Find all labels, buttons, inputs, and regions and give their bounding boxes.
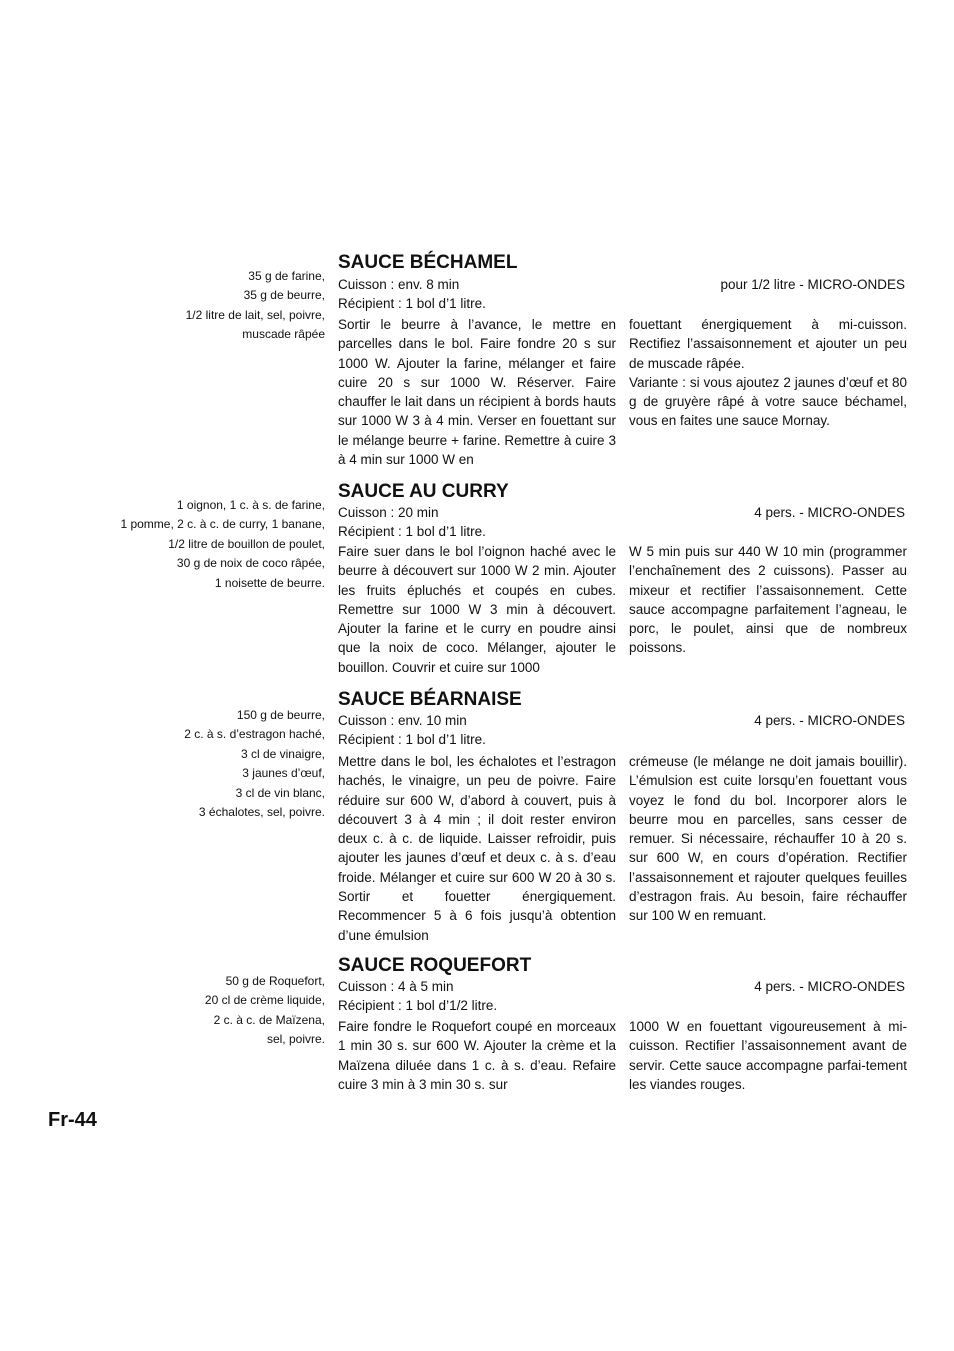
ingredient-line: 35 g de beurre, [243,288,325,303]
ingredient-line: 150 g de beurre, [236,708,325,722]
cooking-time-roquefort: Cuisson : 4 à 5 min [338,979,454,994]
instructions-paragraph: 1000 W en fouettant vigoureusement à mi-cuisson. Rectifier l’assaisonnement avant de servir. Cette sauce accompagne parfai-tement les viandes rouges. [629,1019,907,1092]
ingredient-line: 2 c. à c. de Maïzena, [213,1012,325,1027]
ingredients-roquefort [65,972,325,1050]
page-number: Fr-44 [48,1109,97,1131]
serves-roquefort: 4 pers. - MICRO-ONDES [754,979,905,994]
container-bechamel: Récipient : 1 bol d’1 litre. [338,296,486,311]
ingredients-curry [65,496,325,593]
instructions-right-roquefort [629,1017,907,1094]
instructions-right-bearnaise [629,752,907,926]
instructions-left-bechamel [338,315,616,469]
ingredient-line: 1/2 litre de bouillon de poulet, [168,536,325,551]
instructions-paragraph: Sortir le beurre à l’avance, le mettre en parcelles dans le bol. Faire fondre 20 s sur 1000 W. Ajouter la farine, mélanger et faire cuire 20 s sur 1000 W. Réserver. Faire chauffer le lait dans un récipient à bords hauts sur 1000 W 3 à 4 min. Verser en fouettant sur le mélange beurre + farine. Remettre à cuire 3 à 4 min sur 1000 W en [338,317,616,468]
container-curry: Récipient : 1 bol d’1 litre. [338,524,486,539]
cooking-time-curry: Cuisson : 20 min [338,505,439,520]
ingredient-line: 1/2 litre de lait, sel, poivre, [185,307,325,322]
recipe-title-bechamel: SAUCE BÉCHAMEL [338,252,518,273]
container-roquefort: Récipient : 1 bol d’1/2 litre. [338,998,498,1013]
recipe-title-bearnaise: SAUCE BÉARNAISE [338,689,522,710]
instructions-paragraph: fouettant énergiquement à mi-cuisson. Rectifiez l’assaisonnement et ajouter un peu de muscade râpée. [629,317,907,371]
ingredient-line: sel, poivre. [266,1032,325,1047]
ingredient-line: 2 c. à s. d’estragon haché, [184,727,325,742]
serves-bearnaise: 4 pers. - MICRO-ONDES [754,713,905,728]
ingredient-line: 20 cl de crème liquide, [204,993,325,1008]
recipe-title-curry: SAUCE AU CURRY [338,481,509,502]
ingredient-line: 3 jaunes d’œuf, [242,766,325,781]
instructions-paragraph: Faire fondre le Roquefort coupé en morceaux 1 min 30 s. sur 600 W. Ajouter la crème et la Maïzena diluée dans 1 c. à s. d’eau. Refaire cuire 3 min à 3 min 30 s. sur [338,1019,616,1092]
ingredient-line: muscade râpée [242,327,325,342]
container-bearnaise: Récipient : 1 bol d’1 litre. [338,732,486,747]
ingredients-bearnaise [65,706,325,822]
cooking-time-bechamel: Cuisson : env. 8 min [338,277,460,292]
ingredient-line: 1 oignon, 1 c. à s. de farine, [176,498,325,512]
instructions-paragraph: W 5 min puis sur 440 W 10 min (programmer l’enchaînement des 2 cuissons). Passer au mixeur et rectifier l’assaisonnement. Cette sauce accompagne parfaitement l’agneau, le porc, le poulet, ainsi que de nombreux poissons. [629,544,907,656]
instructions-left-curry [338,542,616,677]
recipe-title-roquefort: SAUCE ROQUEFORT [338,955,532,976]
instructions-paragraph: Mettre dans le bol, les échalotes et l’estragon hachés, le vinaigre, un peu de poivre. Faire réduire sur 600 W, d’abord à couvert, puis à découvert 3 à 4 min ; il doit rester environ deux c. à c. de liquide. Laisser refroidir, puis ajouter les jaunes d’œuf et deux c. à s. d’eau froide. Mélanger et cuire sur 600 W 20 à 30 s. Sortir et fouetter énergiquement. Recommencer 5 à 6 fois jusqu’à obtention d’une émulsion [338,754,616,943]
instructions-right-curry [629,542,907,658]
instructions-paragraph: Faire suer dans le bol l’oignon haché avec le beurre à découvert sur 1000 W 2 min. Ajouter les fruits épluchés et coupés en cubes. Remettre sur 1000 W 3 min à découvert. Ajouter la farine et le curry en poudre ainsi que la noix de coco. Mélanger, ajouter le bouillon. Couvrir et cuire sur 1000 [338,544,616,675]
instructions-paragraph: crémeuse (le mélange ne doit jamais bouillir). L’émulsion est cuite lorsqu’en fouettant vous voyez le fond du bol. Incorporer alors le beurre mou en parcelles, sans cesser de remuer. Si nécessaire, réchauffer 10 à 20 s. sur 600 W, en cours d’opération. Rectifier l’assaisonnement et rajouter quelques feuilles d’estragon frais. Au besoin, faire réchauffer sur 100 W en remuant. [629,754,907,924]
ingredient-line: 3 échalotes, sel, poivre. [198,805,325,820]
ingredient-line: 30 g de noix de coco râpée, [176,556,325,571]
instructions-left-bearnaise [338,752,616,945]
serves-bechamel: pour 1/2 litre - MICRO-ONDES [720,277,905,292]
ingredient-line: 50 g de Roquefort, [225,974,325,988]
instructions-variant: Variante : si vous ajoutez 2 jaunes d’œuf et 80 g de gruyère râpé à votre sauce béchamel, vous en faites une sauce Mornay. [629,374,907,429]
ingredient-line: 3 cl de vin blanc, [235,785,325,800]
ingredient-line: 1 pomme, 2 c. à c. de curry, 1 banane, [120,517,325,532]
ingredient-line: 3 cl de vinaigre, [240,746,325,761]
ingredients-bechamel [65,267,325,345]
serves-curry: 4 pers. - MICRO-ONDES [754,505,905,520]
instructions-right-bechamel [629,315,907,431]
instructions-left-roquefort [338,1017,616,1094]
cooking-time-bearnaise: Cuisson : env. 10 min [338,713,467,728]
ingredient-line: 35 g de farine, [248,269,325,283]
ingredient-line: 1 noisette de beurre. [214,575,325,590]
